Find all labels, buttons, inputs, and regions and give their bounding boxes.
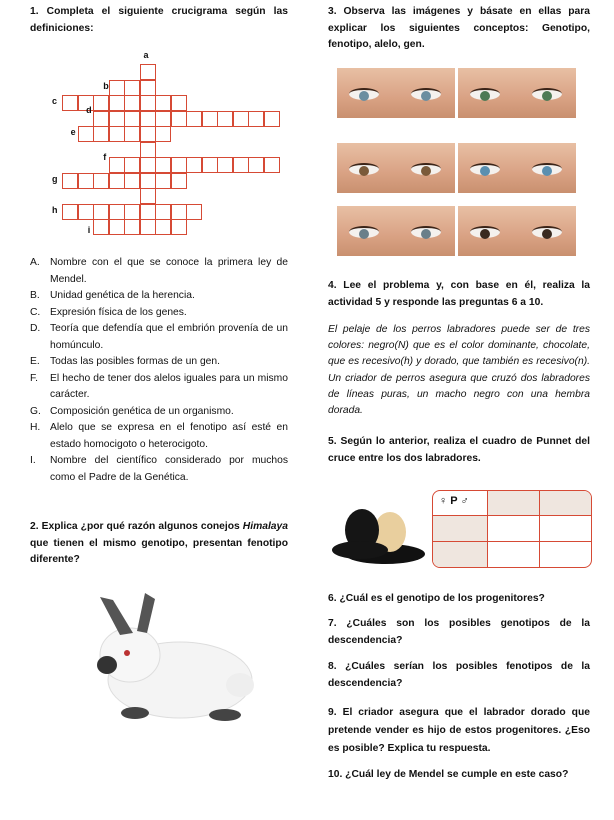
definition-item <box>30 404 288 421</box>
punnett-header: ♀ P ♂ <box>433 491 488 516</box>
crossword-label: c <box>52 96 58 106</box>
punnett-cell[interactable] <box>433 516 488 541</box>
crossword-cell[interactable] <box>186 157 202 173</box>
crossword-cell[interactable] <box>155 157 171 173</box>
definition-letter: D. <box>30 323 41 334</box>
q2-text-end: que tienen el mismo genotipo, presentan fenotipo diferente? <box>30 537 288 565</box>
crossword-cell[interactable] <box>93 219 109 235</box>
crossword-cell[interactable] <box>93 204 109 220</box>
definitions-list <box>30 255 288 486</box>
eyes-photo <box>337 68 455 118</box>
crossword-label: f <box>103 151 107 162</box>
crossword-cell[interactable] <box>124 95 140 111</box>
punnett-cell[interactable] <box>540 491 592 516</box>
crossword-cell[interactable] <box>109 219 125 235</box>
definition-item <box>30 354 288 371</box>
crossword-cell[interactable] <box>140 111 156 127</box>
punnett-cell[interactable] <box>488 542 540 567</box>
question-4-title: 4. Lee el problema y, con base en él, realiza la actividad 5 y responde las preguntas 6 a 10. <box>328 280 590 308</box>
definition-text: Nombre del científico considerado por muchos como el Padre de la Genética. <box>50 455 288 483</box>
crossword-cell[interactable] <box>93 126 109 142</box>
crossword-label: b <box>103 80 109 91</box>
punnett-cell[interactable] <box>488 516 540 541</box>
crossword-cell[interactable] <box>109 80 125 96</box>
crossword-cell[interactable] <box>93 111 109 127</box>
crossword-cell[interactable] <box>186 204 202 220</box>
crossword-cell[interactable] <box>140 173 156 189</box>
crossword-cell[interactable] <box>140 126 156 142</box>
crossword-cell[interactable] <box>155 95 171 111</box>
crossword-cell[interactable] <box>202 157 218 173</box>
crossword-label: e <box>70 127 76 137</box>
crossword-cell[interactable] <box>217 111 233 127</box>
q2-italic: Himalaya <box>242 521 288 532</box>
eyes-photo <box>458 143 576 193</box>
crossword-cell[interactable] <box>264 157 280 173</box>
crossword-label: i <box>87 224 91 235</box>
definition-text: Alelo que se expresa en el fenotipo así esté en estado homocigoto o heterocigoto. <box>50 422 288 450</box>
crossword-cell[interactable] <box>62 204 78 220</box>
crossword-cell[interactable] <box>155 219 171 235</box>
crossword-cell[interactable] <box>140 80 156 96</box>
crossword-cell[interactable] <box>124 173 140 189</box>
crossword-cell[interactable] <box>171 219 187 235</box>
question-9: 9. El criador asegura que el labrador dorado que pretende vender es hijo de estos progenitores. ¿Eso es posible? Explica tu respuesta. <box>328 707 590 754</box>
crossword-cell[interactable] <box>109 173 125 189</box>
definition-item <box>30 453 288 486</box>
question-6: 6. ¿Cuál es el genotipo de los progenitores? <box>328 593 545 604</box>
crossword-cell[interactable] <box>124 111 140 127</box>
question-3-title: 3. Observa las imágenes y básate en ellas para explicar los siguientes conceptos: Genotipo, fenotipo, alelo, gen. <box>328 6 590 50</box>
crossword-cell[interactable] <box>186 111 202 127</box>
definition-letter: F. <box>30 372 39 384</box>
definition-item <box>30 255 288 288</box>
crossword-cell[interactable] <box>140 64 156 80</box>
eyes-photo <box>458 206 576 256</box>
definition-text: Composición genética de un organismo. <box>50 405 234 417</box>
crossword-cell[interactable] <box>171 111 187 127</box>
crossword-cell[interactable] <box>171 204 187 220</box>
crossword-label: d <box>86 105 92 116</box>
crossword-cell[interactable] <box>109 111 125 127</box>
crossword-cell[interactable] <box>248 111 264 127</box>
eyes-photo <box>458 68 576 118</box>
definition-text: Unidad genética de la herencia. <box>50 290 195 301</box>
crossword-cell[interactable] <box>140 204 156 220</box>
himalayan-rabbit-image <box>75 585 265 725</box>
definition-letter: E. <box>30 356 40 367</box>
definition-item <box>30 288 288 305</box>
crossword-cell[interactable] <box>109 126 125 142</box>
crossword-cell[interactable] <box>124 157 140 173</box>
crossword-cell[interactable] <box>124 204 140 220</box>
question-5-title: 5. Según lo anterior, realiza el cuadro de Punnet del cruce entre los dos labradores. <box>328 436 590 464</box>
crossword-cell[interactable] <box>264 111 280 127</box>
punnett-cell[interactable] <box>540 542 592 567</box>
q2-text: 2. Explica ¿por qué razón algunos conejos <box>30 521 243 532</box>
definition-letter: C. <box>30 306 41 318</box>
crossword-cell[interactable] <box>140 142 156 158</box>
definition-letter: I. <box>30 455 36 466</box>
crossword-cell[interactable] <box>248 157 264 173</box>
definition-letter: B. <box>30 290 40 301</box>
crossword-cell[interactable] <box>171 95 187 111</box>
crossword-cell[interactable] <box>109 204 125 220</box>
definition-item <box>30 420 288 453</box>
definition-letter: H. <box>30 422 41 433</box>
crossword-cell[interactable] <box>124 80 140 96</box>
crossword-cell[interactable] <box>140 95 156 111</box>
crossword-cell[interactable] <box>233 111 249 127</box>
crossword-cell[interactable] <box>171 173 187 189</box>
punnett-square <box>432 490 592 568</box>
crossword-cell[interactable] <box>217 157 233 173</box>
definition-text: El hecho de tener dos alelos iguales para un mismo carácter. <box>50 372 288 400</box>
eyes-photo <box>337 206 455 256</box>
crossword-cell[interactable] <box>78 126 94 142</box>
crossword-cell[interactable] <box>233 157 249 173</box>
question-2 <box>30 519 288 569</box>
crossword-label: a <box>143 49 149 60</box>
crossword-cell[interactable] <box>93 95 109 111</box>
definition-text: Todas las posibles formas de un gen. <box>50 356 220 367</box>
crossword-cell[interactable] <box>155 173 171 189</box>
crossword-cell[interactable] <box>140 219 156 235</box>
punnett-cell[interactable] <box>433 542 488 567</box>
crossword-cell[interactable] <box>124 126 140 142</box>
definition-text: Nombre con el que se conoce la primera ley de Mendel. <box>50 257 288 285</box>
crossword-cell[interactable] <box>78 173 94 189</box>
crossword-cell[interactable] <box>78 204 94 220</box>
punnett-cell[interactable] <box>540 516 592 541</box>
labrador-puppies-image <box>330 492 425 567</box>
punnett-cell[interactable] <box>488 491 540 516</box>
crossword-cell[interactable] <box>155 111 171 127</box>
definition-item <box>30 371 288 404</box>
crossword-cell[interactable] <box>140 157 156 173</box>
eyes-photo <box>337 143 455 193</box>
crossword-grid <box>0 0 300 250</box>
problem-text: El pelaje de los perros labradores puede ser de tres colores: negro(N) que es el color dominante, chocolate, que es recesivo(h) y dorado, que también es recesivo(n). Un criador de perros asegura que cruzó dos labradores de líneas puras, un macho negro con una hembra dorada. <box>328 324 590 417</box>
definition-text: Teoría que defendía que el embrión provenía de un homúnculo. <box>50 323 288 351</box>
crossword-cell[interactable] <box>62 173 78 189</box>
crossword-cell[interactable] <box>171 157 187 173</box>
question-8: 8. ¿Cuáles serían los posibles fenotipos de la descendencia? <box>328 661 590 689</box>
crossword-cell[interactable] <box>109 95 125 111</box>
question-1-title: 1. Completa el siguiente crucigrama según las definiciones: <box>30 6 288 34</box>
definition-item <box>30 321 288 354</box>
definition-letter: G. <box>30 405 41 417</box>
crossword-cell[interactable] <box>124 219 140 235</box>
crossword-cell[interactable] <box>140 188 156 204</box>
crossword-cell[interactable] <box>155 204 171 220</box>
crossword-label: h <box>52 204 58 215</box>
crossword-cell[interactable] <box>93 173 109 189</box>
crossword-cell[interactable] <box>62 95 78 111</box>
definition-text: Expresión física de los genes. <box>50 306 187 318</box>
question-10: 10. ¿Cuál ley de Mendel se cumple en este caso? <box>328 769 569 780</box>
crossword-cell[interactable] <box>109 157 125 173</box>
crossword-cell[interactable] <box>155 126 171 142</box>
question-7: 7. ¿Cuáles son los posibles genotipos de la descendencia? <box>328 618 590 646</box>
crossword-label: g <box>52 173 58 184</box>
definition-letter: A. <box>30 257 40 268</box>
crossword-cell[interactable] <box>202 111 218 127</box>
definition-item <box>30 305 288 322</box>
